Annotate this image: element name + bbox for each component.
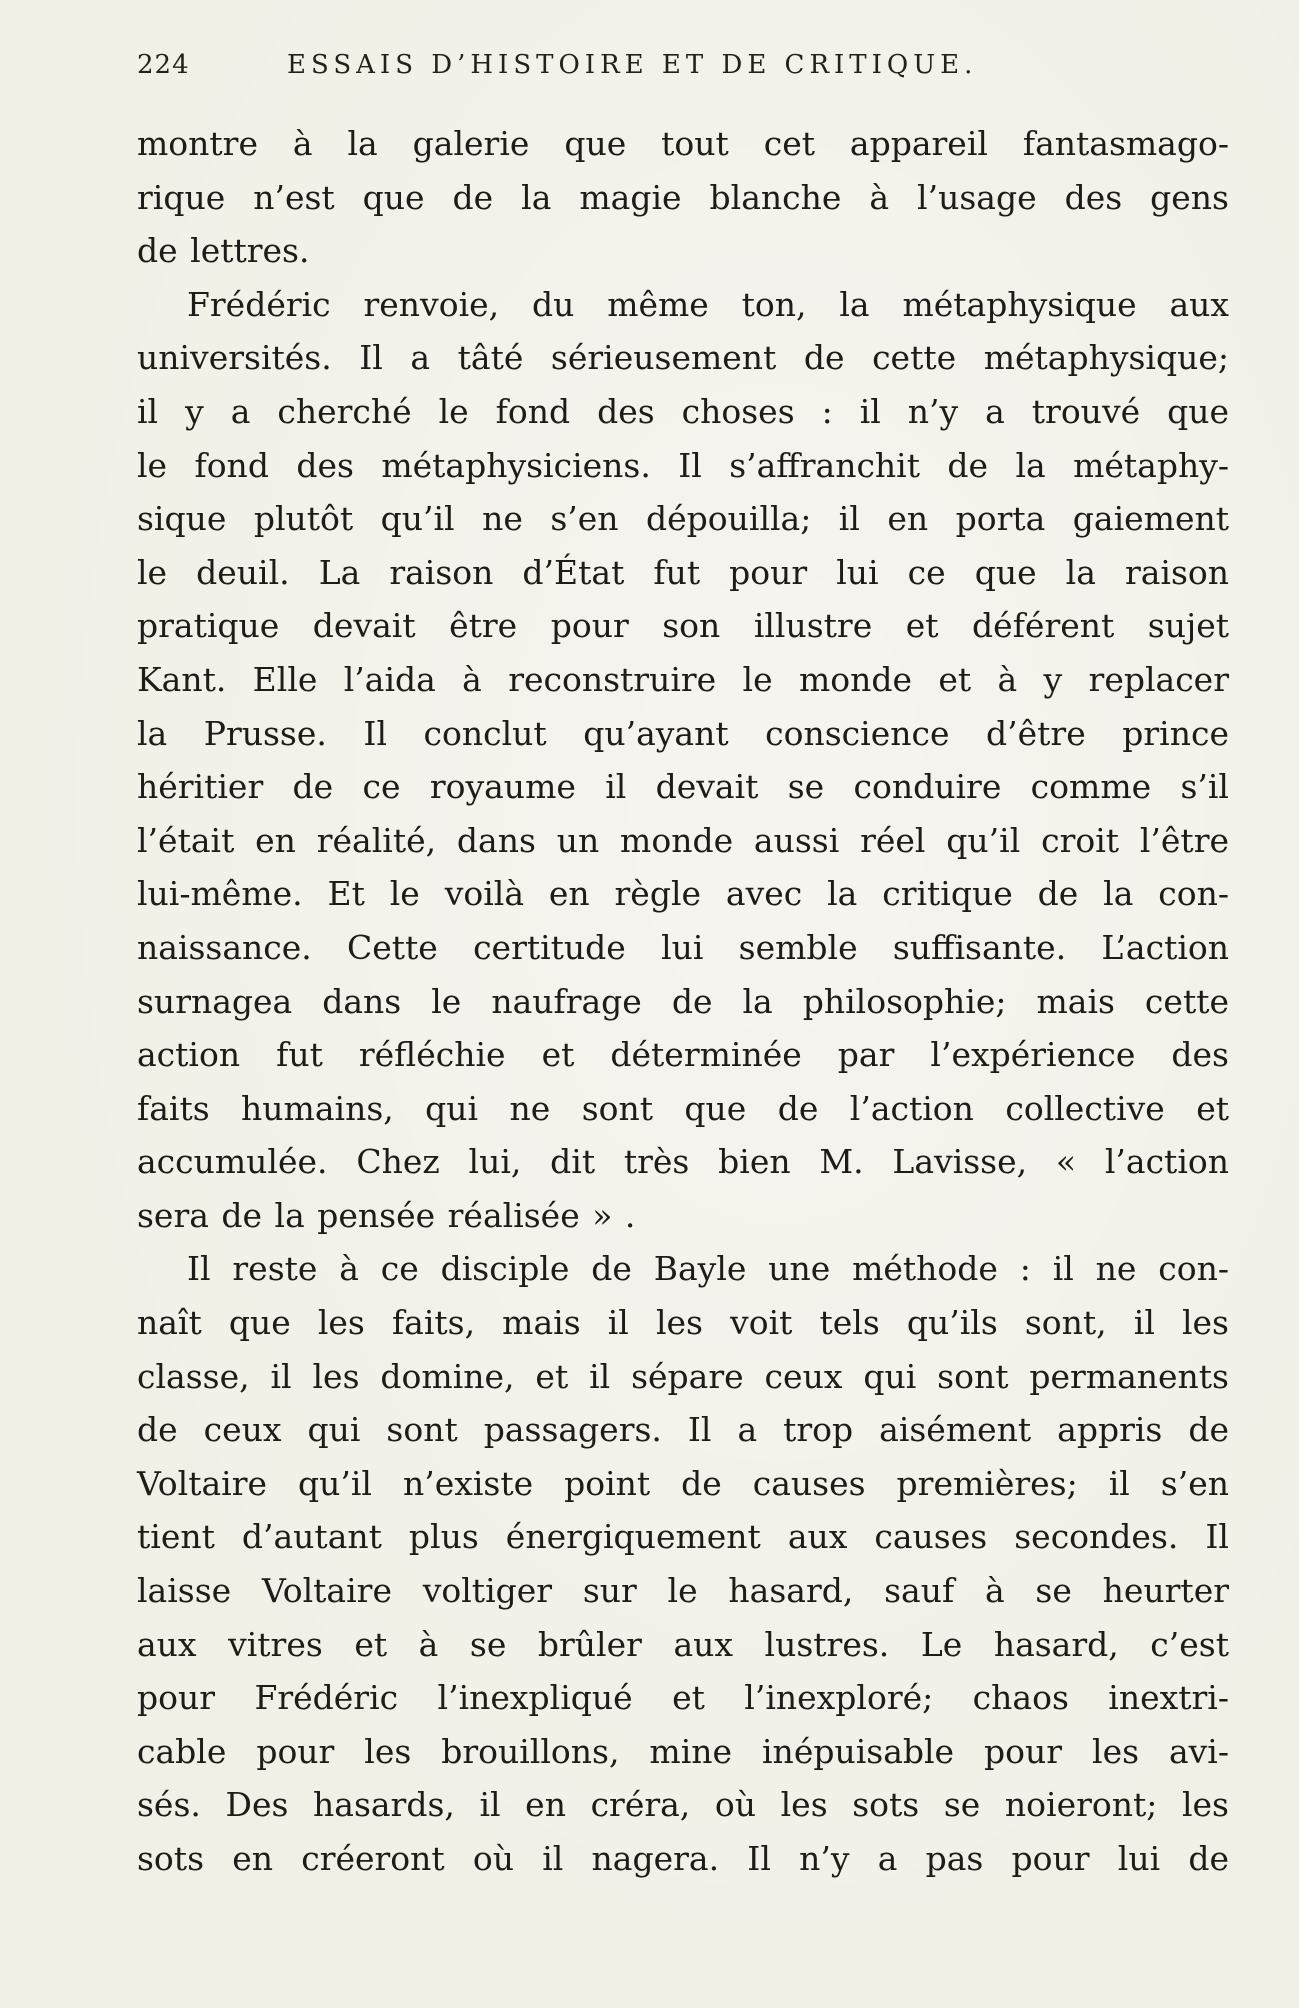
text-line: Kant. Elle l’aida à reconstruire le monde et à y replacer [137,659,1229,699]
text-line: faits humains, qui ne sont que de l’action collective et [137,1088,1229,1128]
text-line: de lettres. [137,231,310,271]
running-title: ESSAIS D’HISTOIRE ET DE CRITIQUE. [287,50,978,80]
text-line: cable pour les brouillons, mine inépuisable pour les avi- [137,1731,1229,1771]
text-line: de ceux qui sont passagers. Il a trop aisément appris de [137,1410,1229,1450]
text-line: action fut réfléchie et déterminée par l’expérience des [137,1035,1229,1075]
text-line: il y a cherché le fond des choses : il n’y a trouvé que [137,391,1229,431]
text-line: Voltaire qu’il n’existe point de causes premières; il s’en [137,1463,1229,1503]
text-line: le deuil. La raison d’État fut pour lui ce que la raison [137,552,1229,592]
text-line: sots en créeront où il nagera. Il n’y a pas pour lui de [137,1839,1229,1878]
text-line: héritier de ce royaume il devait se conduire comme s’il [137,767,1229,807]
page-number: 224 [137,50,190,80]
text-line: sique plutôt qu’il ne s’en dépouilla; il en porta gaiement [137,499,1229,539]
text-line: naissance. Cette certitude lui semble suffisante. L’action [137,927,1229,967]
text-line: universités. Il a tâté sérieusement de cette métaphysique; [137,338,1229,378]
text-line: accumulée. Chez lui, dit très bien M. Lavisse, « l’action [137,1142,1229,1182]
text-line: pour Frédéric l’inexpliqué et l’inexploré; chaos inextri- [137,1678,1229,1718]
text-line: Frédéric renvoie, du même ton, la métaphysique aux [187,284,1229,324]
body-text [137,117,1229,1886]
text-line: classe, il les domine, et il sépare ceux qui sont permanents [137,1356,1229,1396]
text-line: surnagea dans le naufrage de la philosophie; mais cette [137,981,1229,1021]
text-line: le fond des métaphysiciens. Il s’affranchit de la métaphy- [137,445,1229,485]
text-line: rique n’est que de la magie blanche à l’usage des gens [137,177,1229,217]
text-line: laisse Voltaire voltiger sur le hasard, sauf à se heurter [137,1571,1229,1611]
text-line: aux vitres et à se brûler aux lustres. Le hasard, c’est [137,1624,1229,1664]
text-line: lui-même. Et le voilà en règle avec la critique de la con- [137,874,1229,914]
text-line: pratique devait être pour son illustre et déférent sujet [137,606,1229,646]
text-line: montre à la galerie que tout cet appareil fantasmago- [137,124,1229,163]
running-head [137,50,1147,94]
text-line: Il reste à ce disciple de Bayle une méthode : il ne con- [187,1249,1229,1289]
text-line: sera de la pensée réalisée » . [137,1195,636,1235]
text-line: sés. Des hasards, il en créra, où les sots se noieront; les [137,1785,1229,1825]
text-line: l’était en réalité, dans un monde aussi réel qu’il croit l’être [137,820,1229,860]
text-line: tient d’autant plus énergiquement aux causes secondes. Il [137,1517,1229,1557]
text-line: la Prusse. Il conclut qu’ayant conscience d’être prince [137,713,1229,753]
text-line: naît que les faits, mais il les voit tels qu’ils sont, il les [137,1303,1229,1343]
